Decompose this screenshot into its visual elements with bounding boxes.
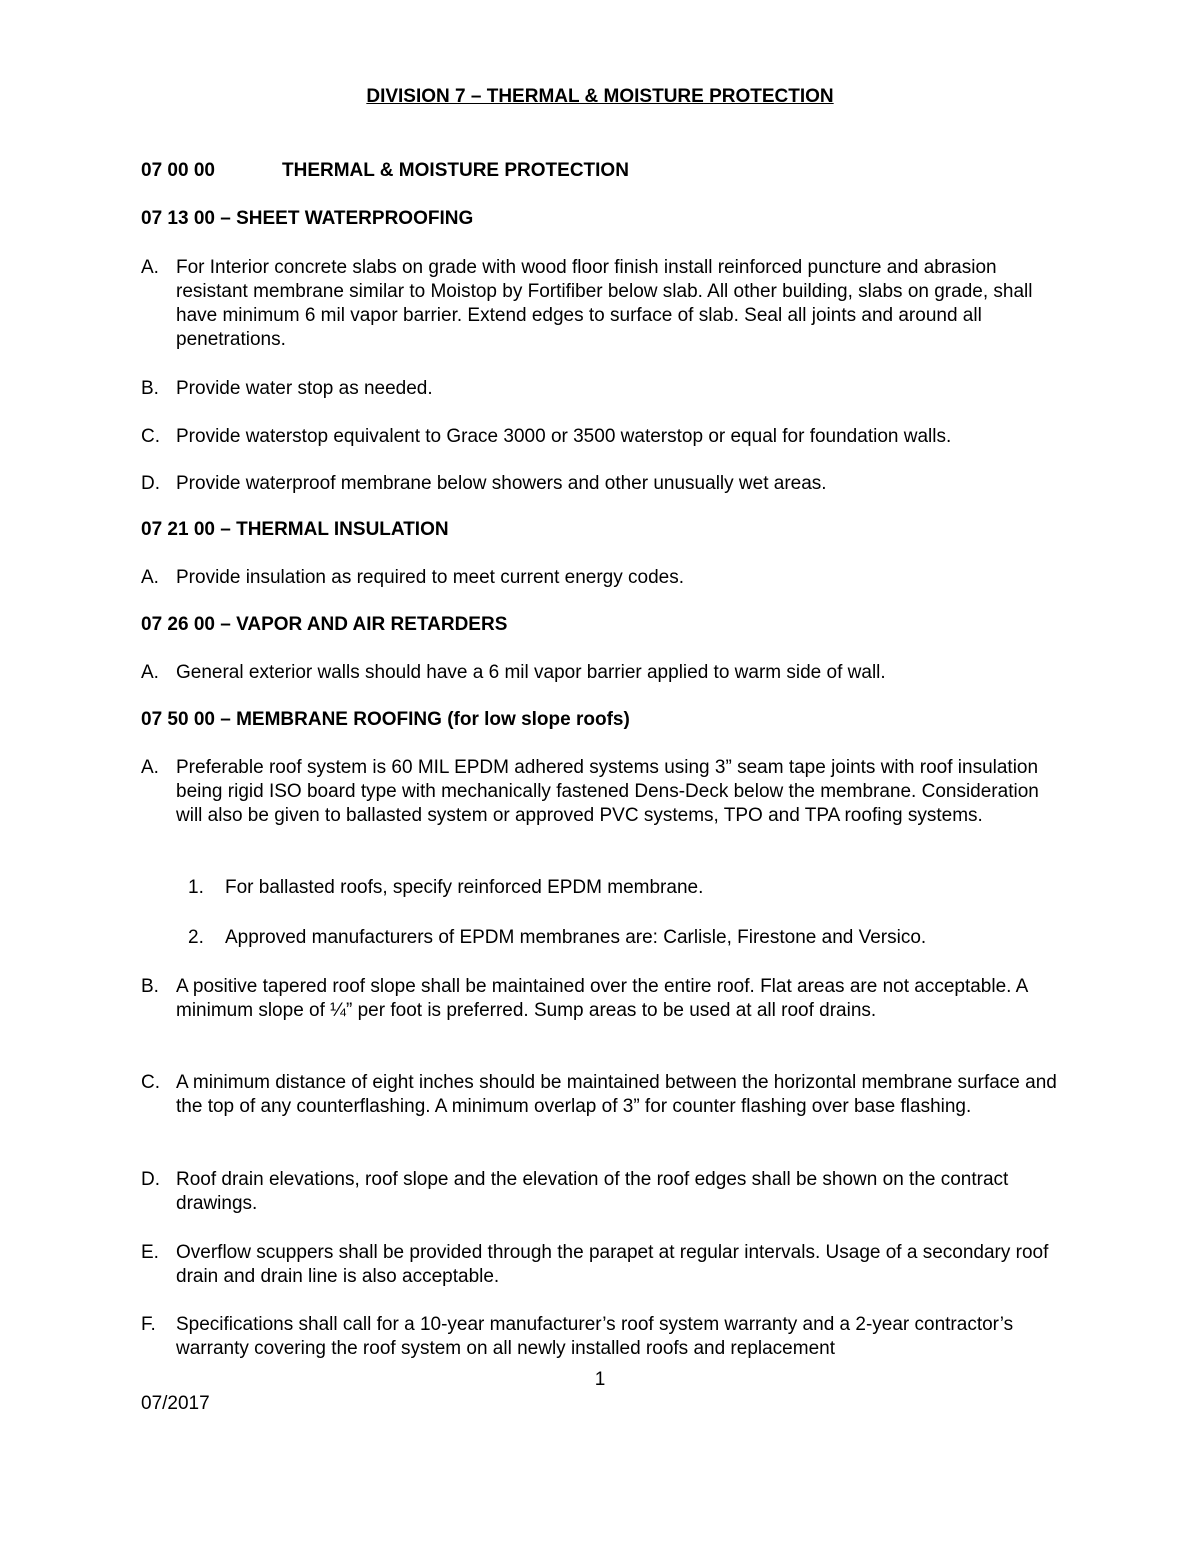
item-letter: D. bbox=[141, 1169, 160, 1190]
section-heading-membrane-roofing: 07 50 00 – MEMBRANE ROOFING (for low slope roofs) bbox=[141, 709, 630, 730]
section-heading-thermal-insulation: 07 21 00 – THERMAL INSULATION bbox=[141, 519, 449, 540]
item-text: A positive tapered roof slope shall be maintained over the entire roof. Flat areas are not acceptable. A minimum slope of ¼” per foot is preferred. Sump areas to be used at all roof drains. bbox=[176, 976, 1028, 1021]
subitem-number: 2. bbox=[188, 927, 204, 948]
footer-date: 07/2017 bbox=[141, 1393, 210, 1414]
item-letter: A. bbox=[141, 662, 159, 683]
list-item bbox=[141, 566, 1061, 590]
item-letter: A. bbox=[141, 257, 159, 278]
list-item bbox=[141, 1241, 1061, 1289]
item-text: For Interior concrete slabs on grade with wood floor finish install reinforced puncture and abrasion resistant membrane similar to Moistop by Fortifiber below slab. All other building, slabs on grade, shall have minimum 6 mil vapor barrier. Extend edges to surface of slab. Seal all joints and around all penetrations. bbox=[176, 257, 1033, 350]
division-heading bbox=[141, 159, 629, 183]
document-title: DIVISION 7 – THERMAL & MOISTURE PROTECTION bbox=[366, 86, 834, 107]
subitem-text: Approved manufacturers of EPDM membranes are: Carlisle, Firestone and Versico. bbox=[225, 927, 927, 948]
list-item bbox=[141, 975, 1061, 1023]
list-item bbox=[141, 661, 1061, 685]
sub-list-item bbox=[188, 926, 1048, 950]
item-text: Provide insulation as required to meet current energy codes. bbox=[176, 567, 684, 588]
item-text: Specifications shall call for a 10-year manufacturer’s roof system warranty and a 2-year contractor’s warranty covering the roof system on all newly installed roofs and replacement bbox=[176, 1314, 1014, 1359]
list-item bbox=[141, 1168, 1061, 1216]
item-letter: A. bbox=[141, 757, 159, 778]
item-letter: E. bbox=[141, 1242, 159, 1263]
page-number: 1 bbox=[594, 1369, 606, 1390]
subitem-number: 1. bbox=[188, 877, 204, 898]
item-text: Provide waterstop equivalent to Grace 3000 or 3500 waterstop or equal for foundation walls. bbox=[176, 426, 952, 447]
item-text: A minimum distance of eight inches should be maintained between the horizontal membrane surface and the top of any counterflashing. A minimum overlap of 3” for counter flashing over base flashing. bbox=[176, 1072, 1057, 1117]
list-item bbox=[141, 256, 1061, 352]
subitem-text: For ballasted roofs, specify reinforced EPDM membrane. bbox=[225, 877, 704, 898]
list-item bbox=[141, 377, 1061, 401]
list-item bbox=[141, 472, 1061, 496]
list-item bbox=[141, 1071, 1061, 1119]
item-letter: D. bbox=[141, 473, 160, 494]
item-letter: C. bbox=[141, 1072, 160, 1093]
list-item bbox=[141, 756, 1061, 828]
section-heading-vapor-retarders: 07 26 00 – VAPOR AND AIR RETARDERS bbox=[141, 614, 508, 635]
division-label: THERMAL & MOISTURE PROTECTION bbox=[282, 160, 629, 181]
item-text: General exterior walls should have a 6 mil vapor barrier applied to warm side of wall. bbox=[176, 662, 886, 683]
list-item bbox=[141, 425, 1061, 449]
item-letter: B. bbox=[141, 976, 159, 997]
item-text: Provide water stop as needed. bbox=[176, 378, 433, 399]
item-letter: C. bbox=[141, 426, 160, 447]
item-text: Overflow scuppers shall be provided through the parapet at regular intervals. Usage of a secondary roof drain and drain line is also acceptable. bbox=[176, 1242, 1049, 1287]
item-letter: A. bbox=[141, 567, 159, 588]
item-letter: F. bbox=[141, 1314, 156, 1335]
item-text: Roof drain elevations, roof slope and the elevation of the roof edges shall be shown on the contract drawings. bbox=[176, 1169, 1009, 1214]
item-letter: B. bbox=[141, 378, 159, 399]
division-code: 07 00 00 bbox=[141, 160, 215, 181]
section-heading-sheet-waterproofing: 07 13 00 – SHEET WATERPROOFING bbox=[141, 208, 474, 229]
sub-list-item bbox=[188, 876, 1048, 900]
list-item bbox=[141, 1313, 1061, 1361]
item-text: Preferable roof system is 60 MIL EPDM adhered systems using 3” seam tape joints with roof insulation being rigid ISO board type with mechanically fastened Dens-Deck below the membrane. Consideration will also be given to ballasted system or approved PVC systems, TPO and TPA roofing systems. bbox=[176, 757, 1039, 826]
item-text: Provide waterproof membrane below showers and other unusually wet areas. bbox=[176, 473, 827, 494]
